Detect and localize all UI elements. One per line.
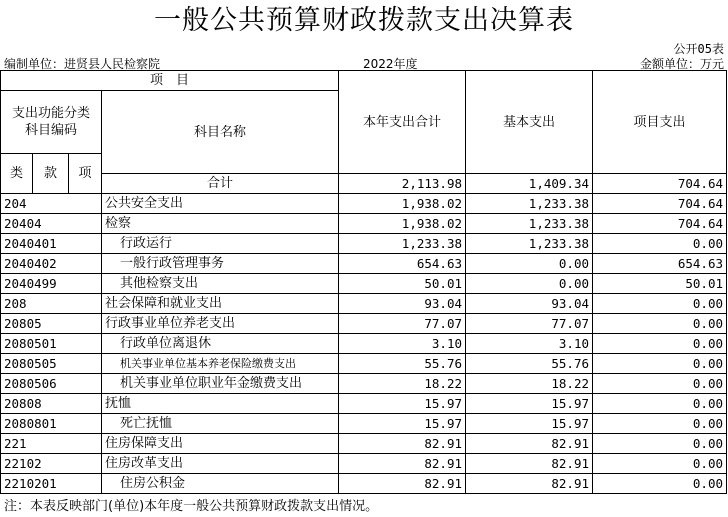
row-total: 93.04 [339, 294, 466, 314]
header-col-total: 本年支出合计 [339, 71, 466, 174]
table-row [1, 434, 727, 454]
row-basic: 15.97 [466, 394, 593, 414]
row-total: 1,233.38 [339, 234, 466, 254]
row-project: 0.00 [593, 294, 727, 314]
header-kuan: 款 [33, 154, 69, 194]
header-lei: 类 [1, 154, 33, 194]
row-subject-name: 机关事业单位职业年金缴费支出 [102, 374, 339, 394]
row-project: 0.00 [593, 434, 727, 454]
total-project: 704.64 [593, 174, 727, 194]
row-subject-name: 社会保障和就业支出 [102, 294, 339, 314]
table-row [1, 454, 727, 474]
row-code: 2080801 [1, 414, 102, 434]
row-total: 1,938.02 [339, 214, 466, 234]
row-subject-name: 行政运行 [102, 234, 339, 254]
row-code: 208 [1, 294, 102, 314]
row-total: 18.22 [339, 374, 466, 394]
table-row [1, 394, 727, 414]
row-project: 0.00 [593, 414, 727, 434]
row-subject-name: 行政单位离退休 [102, 334, 339, 354]
row-basic: 1,233.38 [466, 234, 593, 254]
row-code: 2210201 [1, 474, 102, 494]
row-subject-name: 行政事业单位养老支出 [102, 314, 339, 334]
row-code: 2040401 [1, 234, 102, 254]
row-total: 3.10 [339, 334, 466, 354]
header-row-1 [1, 71, 727, 91]
row-project: 50.01 [593, 274, 727, 294]
row-project: 704.64 [593, 194, 727, 214]
total-label: 合计 [102, 174, 339, 194]
header-col-basic: 基本支出 [466, 71, 593, 174]
row-total: 15.97 [339, 414, 466, 434]
row-basic: 77.07 [466, 314, 593, 334]
table-row [1, 334, 727, 354]
row-code: 204 [1, 194, 102, 214]
amount-unit: 金额单位：万元 [639, 57, 724, 71]
table-row [1, 254, 727, 274]
row-code: 221 [1, 434, 102, 454]
row-project: 0.00 [593, 454, 727, 474]
row-project: 654.63 [593, 254, 727, 274]
row-code: 22102 [1, 454, 102, 474]
row-project: 0.00 [593, 314, 727, 334]
table-row [1, 214, 727, 234]
row-basic: 93.04 [466, 294, 593, 314]
row-basic: 18.22 [466, 374, 593, 394]
total-amount: 2,113.98 [339, 174, 466, 194]
row-code: 2040402 [1, 254, 102, 274]
table-row [1, 234, 727, 254]
table-row [1, 474, 727, 494]
fiscal-year: 2022年度 [363, 57, 418, 71]
row-subject-name: 住房保障支出 [102, 434, 339, 454]
row-basic: 55.76 [466, 354, 593, 374]
table-row [1, 194, 727, 214]
expenditure-table [0, 70, 727, 494]
row-project: 0.00 [593, 354, 727, 374]
header-xiangmu: 项 目 [1, 71, 339, 91]
row-subject-name: 一般行政管理事务 [102, 254, 339, 274]
header-col-project: 项目支出 [593, 71, 727, 174]
row-subject-name: 住房公积金 [102, 474, 339, 494]
reporting-unit: 编制单位：进贤县人民检察院 [4, 57, 161, 71]
header-func-code: 支出功能分类 科目编码 [1, 91, 102, 154]
row-basic: 82.91 [466, 454, 593, 474]
row-total: 55.76 [339, 354, 466, 374]
row-project: 0.00 [593, 234, 727, 254]
row-code: 2080505 [1, 354, 102, 374]
table-row [1, 374, 727, 394]
row-basic: 82.91 [466, 474, 593, 494]
row-total: 1,938.02 [339, 194, 466, 214]
row-code: 2080501 [1, 334, 102, 354]
row-subject-name: 机关事业单位基本养老保险缴费支出 [102, 354, 339, 374]
row-subject-name: 公共安全支出 [102, 194, 339, 214]
row-subject-name: 死亡抚恤 [102, 414, 339, 434]
row-subject-name: 其他检察支出 [102, 274, 339, 294]
form-number: 公开05表 [673, 42, 724, 56]
footnote: 注：本表反映部门(单位)本年度一般公共预算财政拨款支出情况。 [4, 499, 379, 514]
row-basic: 1,233.38 [466, 214, 593, 234]
row-basic: 82.91 [466, 434, 593, 454]
total-row [1, 174, 727, 194]
row-project: 0.00 [593, 374, 727, 394]
row-project: 0.00 [593, 474, 727, 494]
row-basic: 15.97 [466, 414, 593, 434]
row-code: 20808 [1, 394, 102, 414]
row-project: 0.00 [593, 334, 727, 354]
row-total: 654.63 [339, 254, 466, 274]
row-code: 20404 [1, 214, 102, 234]
row-code: 20805 [1, 314, 102, 334]
row-total: 82.91 [339, 474, 466, 494]
row-total: 77.07 [339, 314, 466, 334]
report-title: 一般公共预算财政拨款支出决算表 [154, 5, 574, 36]
table-row [1, 414, 727, 434]
row-subject-name: 检察 [102, 214, 339, 234]
row-subject-name: 抚恤 [102, 394, 339, 414]
row-total: 15.97 [339, 394, 466, 414]
row-total: 50.01 [339, 274, 466, 294]
table-row [1, 294, 727, 314]
row-code: 2080506 [1, 374, 102, 394]
row-basic: 3.10 [466, 334, 593, 354]
row-basic: 0.00 [466, 254, 593, 274]
row-project: 0.00 [593, 394, 727, 414]
table-row [1, 314, 727, 334]
row-total: 82.91 [339, 434, 466, 454]
header-subject-name: 科目名称 [102, 91, 339, 174]
row-total: 82.91 [339, 454, 466, 474]
row-basic: 1,233.38 [466, 194, 593, 214]
table-row [1, 274, 727, 294]
row-project: 704.64 [593, 214, 727, 234]
header-xiang: 项 [69, 154, 102, 194]
unit-info-row [0, 55, 728, 70]
row-code: 2040499 [1, 274, 102, 294]
total-basic: 1,409.34 [466, 174, 593, 194]
table-row [1, 354, 727, 374]
row-basic: 0.00 [466, 274, 593, 294]
row-subject-name: 住房改革支出 [102, 454, 339, 474]
